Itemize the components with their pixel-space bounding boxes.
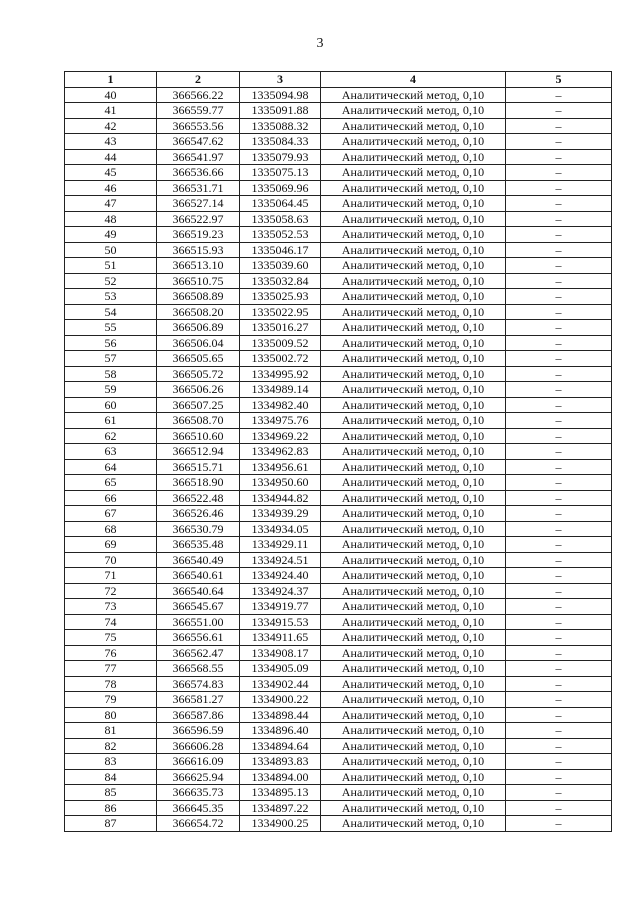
method-cell: Аналитический метод, 0,10 — [321, 738, 506, 754]
point-number-cell: 68 — [65, 521, 157, 537]
x-coordinate-cell: 366625.94 — [157, 769, 240, 785]
point-number-cell: 49 — [65, 227, 157, 243]
description-cell: – — [506, 227, 612, 243]
point-number-cell: 86 — [65, 800, 157, 816]
description-cell: – — [506, 645, 612, 661]
description-cell: – — [506, 661, 612, 677]
method-cell: Аналитический метод, 0,10 — [321, 366, 506, 382]
description-cell: – — [506, 568, 612, 584]
description-cell: – — [506, 785, 612, 801]
method-cell: Аналитический метод, 0,10 — [321, 583, 506, 599]
point-number-cell: 47 — [65, 196, 157, 212]
x-coordinate-cell: 366535.48 — [157, 537, 240, 553]
description-cell: – — [506, 149, 612, 165]
method-cell: Аналитический метод, 0,10 — [321, 723, 506, 739]
x-coordinate-cell: 366559.77 — [157, 103, 240, 119]
y-coordinate-cell: 1335079.93 — [240, 149, 321, 165]
x-coordinate-cell: 366508.70 — [157, 413, 240, 429]
coordinates-table — [64, 71, 612, 832]
point-number-cell: 54 — [65, 304, 157, 320]
y-coordinate-cell: 1334989.14 — [240, 382, 321, 398]
method-cell: Аналитический метод, 0,10 — [321, 521, 506, 537]
point-number-cell: 84 — [65, 769, 157, 785]
x-coordinate-cell: 366606.28 — [157, 738, 240, 754]
point-number-cell: 66 — [65, 490, 157, 506]
method-cell: Аналитический метод, 0,10 — [321, 320, 506, 336]
description-cell: – — [506, 754, 612, 770]
y-coordinate-cell: 1334900.22 — [240, 692, 321, 708]
method-cell: Аналитический метод, 0,10 — [321, 552, 506, 568]
x-coordinate-cell: 366645.35 — [157, 800, 240, 816]
y-coordinate-cell: 1335075.13 — [240, 165, 321, 181]
point-number-cell: 42 — [65, 118, 157, 134]
y-coordinate-cell: 1334944.82 — [240, 490, 321, 506]
x-coordinate-cell: 366540.64 — [157, 583, 240, 599]
x-coordinate-cell: 366507.25 — [157, 397, 240, 413]
method-cell: Аналитический метод, 0,10 — [321, 645, 506, 661]
description-cell: – — [506, 304, 612, 320]
table-row — [65, 320, 612, 336]
x-coordinate-cell: 366527.14 — [157, 196, 240, 212]
table-row — [65, 692, 612, 708]
description-cell: – — [506, 351, 612, 367]
method-cell: Аналитический метод, 0,10 — [321, 304, 506, 320]
point-number-cell: 60 — [65, 397, 157, 413]
table-row — [65, 816, 612, 832]
x-coordinate-cell: 366568.55 — [157, 661, 240, 677]
point-number-cell: 62 — [65, 428, 157, 444]
point-number-cell: 53 — [65, 289, 157, 305]
table-body — [65, 87, 612, 831]
x-coordinate-cell: 366519.23 — [157, 227, 240, 243]
table-row — [65, 366, 612, 382]
y-coordinate-cell: 1334956.61 — [240, 459, 321, 475]
x-coordinate-cell: 366540.61 — [157, 568, 240, 584]
page-number: 3 — [316, 36, 324, 51]
x-coordinate-cell: 366508.89 — [157, 289, 240, 305]
x-coordinate-cell: 366545.67 — [157, 599, 240, 615]
x-coordinate-cell: 366541.97 — [157, 149, 240, 165]
method-cell: Аналитический метод, 0,10 — [321, 351, 506, 367]
point-number-cell: 61 — [65, 413, 157, 429]
description-cell: – — [506, 599, 612, 615]
x-coordinate-cell: 366562.47 — [157, 645, 240, 661]
table-row — [65, 568, 612, 584]
method-cell: Аналитический метод, 0,10 — [321, 599, 506, 615]
x-coordinate-cell: 366510.60 — [157, 428, 240, 444]
x-coordinate-cell: 366518.90 — [157, 475, 240, 491]
x-coordinate-cell: 366581.27 — [157, 692, 240, 708]
description-cell: – — [506, 521, 612, 537]
point-number-cell: 63 — [65, 444, 157, 460]
point-number-cell: 81 — [65, 723, 157, 739]
table-row — [65, 537, 612, 553]
point-number-cell: 80 — [65, 707, 157, 723]
x-coordinate-cell: 366553.56 — [157, 118, 240, 134]
method-cell: Аналитический метод, 0,10 — [321, 180, 506, 196]
description-cell: – — [506, 614, 612, 630]
point-number-cell: 74 — [65, 614, 157, 630]
point-number-cell: 43 — [65, 134, 157, 150]
x-coordinate-cell: 366536.66 — [157, 165, 240, 181]
y-coordinate-cell: 1334924.40 — [240, 568, 321, 584]
y-coordinate-cell: 1334982.40 — [240, 397, 321, 413]
method-cell: Аналитический метод, 0,10 — [321, 397, 506, 413]
description-cell: – — [506, 134, 612, 150]
x-coordinate-cell: 366635.73 — [157, 785, 240, 801]
x-coordinate-cell: 366566.22 — [157, 87, 240, 103]
method-cell: Аналитический метод, 0,10 — [321, 149, 506, 165]
point-number-cell: 51 — [65, 258, 157, 274]
table-row — [65, 304, 612, 320]
method-cell: Аналитический метод, 0,10 — [321, 475, 506, 491]
method-cell: Аналитический метод, 0,10 — [321, 785, 506, 801]
table-row — [65, 258, 612, 274]
table-row — [65, 521, 612, 537]
description-cell: – — [506, 289, 612, 305]
x-coordinate-cell: 366506.04 — [157, 335, 240, 351]
description-cell: – — [506, 630, 612, 646]
method-cell: Аналитический метод, 0,10 — [321, 382, 506, 398]
description-cell: – — [506, 490, 612, 506]
y-coordinate-cell: 1335084.33 — [240, 134, 321, 150]
description-cell: – — [506, 800, 612, 816]
y-coordinate-cell: 1334924.37 — [240, 583, 321, 599]
method-cell: Аналитический метод, 0,10 — [321, 459, 506, 475]
point-number-cell: 67 — [65, 506, 157, 522]
table-row — [65, 118, 612, 134]
table-row — [65, 599, 612, 615]
y-coordinate-cell: 1335091.88 — [240, 103, 321, 119]
table-row — [65, 769, 612, 785]
point-number-cell: 72 — [65, 583, 157, 599]
y-coordinate-cell: 1334900.25 — [240, 816, 321, 832]
x-coordinate-cell: 366551.00 — [157, 614, 240, 630]
method-cell: Аналитический метод, 0,10 — [321, 676, 506, 692]
point-number-cell: 82 — [65, 738, 157, 754]
description-cell: – — [506, 475, 612, 491]
description-cell: – — [506, 723, 612, 739]
method-cell: Аналитический метод, 0,10 — [321, 335, 506, 351]
point-number-cell: 46 — [65, 180, 157, 196]
y-coordinate-cell: 1334898.44 — [240, 707, 321, 723]
method-cell: Аналитический метод, 0,10 — [321, 537, 506, 553]
x-coordinate-cell: 366530.79 — [157, 521, 240, 537]
method-cell: Аналитический метод, 0,10 — [321, 568, 506, 584]
point-number-cell: 73 — [65, 599, 157, 615]
header-method: 4 — [321, 72, 506, 88]
table-row — [65, 196, 612, 212]
method-cell: Аналитический метод, 0,10 — [321, 118, 506, 134]
method-cell: Аналитический метод, 0,10 — [321, 661, 506, 677]
table-header-row — [65, 72, 612, 88]
method-cell: Аналитический метод, 0,10 — [321, 614, 506, 630]
description-cell: – — [506, 196, 612, 212]
method-cell: Аналитический метод, 0,10 — [321, 227, 506, 243]
table-row — [65, 165, 612, 181]
table-row — [65, 661, 612, 677]
table-row — [65, 614, 612, 630]
x-coordinate-cell: 366587.86 — [157, 707, 240, 723]
point-number-cell: 56 — [65, 335, 157, 351]
table-row — [65, 211, 612, 227]
method-cell: Аналитический метод, 0,10 — [321, 134, 506, 150]
point-number-cell: 45 — [65, 165, 157, 181]
y-coordinate-cell: 1335025.93 — [240, 289, 321, 305]
y-coordinate-cell: 1334895.13 — [240, 785, 321, 801]
y-coordinate-cell: 1334893.83 — [240, 754, 321, 770]
y-coordinate-cell: 1335058.63 — [240, 211, 321, 227]
y-coordinate-cell: 1335088.32 — [240, 118, 321, 134]
x-coordinate-cell: 366510.75 — [157, 273, 240, 289]
point-number-cell: 69 — [65, 537, 157, 553]
y-coordinate-cell: 1334950.60 — [240, 475, 321, 491]
method-cell: Аналитический метод, 0,10 — [321, 165, 506, 181]
point-number-cell: 70 — [65, 552, 157, 568]
table-row — [65, 149, 612, 165]
x-coordinate-cell: 366522.97 — [157, 211, 240, 227]
description-cell: – — [506, 413, 612, 429]
table-row — [65, 242, 612, 258]
y-coordinate-cell: 1335032.84 — [240, 273, 321, 289]
point-number-cell: 64 — [65, 459, 157, 475]
table-row — [65, 630, 612, 646]
description-cell: – — [506, 428, 612, 444]
method-cell: Аналитический метод, 0,10 — [321, 800, 506, 816]
description-cell: – — [506, 273, 612, 289]
x-coordinate-cell: 366506.26 — [157, 382, 240, 398]
x-coordinate-cell: 366505.72 — [157, 366, 240, 382]
method-cell: Аналитический метод, 0,10 — [321, 428, 506, 444]
y-coordinate-cell: 1334929.11 — [240, 537, 321, 553]
point-number-cell: 79 — [65, 692, 157, 708]
point-number-cell: 41 — [65, 103, 157, 119]
y-coordinate-cell: 1334896.40 — [240, 723, 321, 739]
point-number-cell: 75 — [65, 630, 157, 646]
table-row — [65, 676, 612, 692]
description-cell: – — [506, 444, 612, 460]
method-cell: Аналитический метод, 0,10 — [321, 196, 506, 212]
table-row — [65, 397, 612, 413]
x-coordinate-cell: 366596.59 — [157, 723, 240, 739]
table-row — [65, 428, 612, 444]
point-number-cell: 52 — [65, 273, 157, 289]
table-row — [65, 289, 612, 305]
description-cell: – — [506, 692, 612, 708]
y-coordinate-cell: 1335009.52 — [240, 335, 321, 351]
description-cell: – — [506, 258, 612, 274]
method-cell: Аналитический метод, 0,10 — [321, 289, 506, 305]
point-number-cell: 77 — [65, 661, 157, 677]
method-cell: Аналитический метод, 0,10 — [321, 769, 506, 785]
description-cell: – — [506, 382, 612, 398]
table-row — [65, 645, 612, 661]
description-cell: – — [506, 87, 612, 103]
method-cell: Аналитический метод, 0,10 — [321, 103, 506, 119]
y-coordinate-cell: 1334975.76 — [240, 413, 321, 429]
x-coordinate-cell: 366515.93 — [157, 242, 240, 258]
point-number-cell: 71 — [65, 568, 157, 584]
x-coordinate-cell: 366654.72 — [157, 816, 240, 832]
table-row — [65, 754, 612, 770]
table-row — [65, 723, 612, 739]
table-row — [65, 413, 612, 429]
method-cell: Аналитический метод, 0,10 — [321, 444, 506, 460]
point-number-cell: 59 — [65, 382, 157, 398]
x-coordinate-cell: 366512.94 — [157, 444, 240, 460]
table-row — [65, 552, 612, 568]
y-coordinate-cell: 1335069.96 — [240, 180, 321, 196]
description-cell: – — [506, 583, 612, 599]
description-cell: – — [506, 180, 612, 196]
point-number-cell: 87 — [65, 816, 157, 832]
method-cell: Аналитический метод, 0,10 — [321, 707, 506, 723]
description-cell: – — [506, 769, 612, 785]
method-cell: Аналитический метод, 0,10 — [321, 258, 506, 274]
method-cell: Аналитический метод, 0,10 — [321, 211, 506, 227]
y-coordinate-cell: 1335094.98 — [240, 87, 321, 103]
x-coordinate-cell: 366574.83 — [157, 676, 240, 692]
x-coordinate-cell: 366506.89 — [157, 320, 240, 336]
table-row — [65, 351, 612, 367]
point-number-cell: 40 — [65, 87, 157, 103]
y-coordinate-cell: 1334894.64 — [240, 738, 321, 754]
point-number-cell: 65 — [65, 475, 157, 491]
table-row — [65, 273, 612, 289]
point-number-cell: 55 — [65, 320, 157, 336]
y-coordinate-cell: 1335046.17 — [240, 242, 321, 258]
table-row — [65, 180, 612, 196]
description-cell: – — [506, 459, 612, 475]
header-point-number: 1 — [65, 72, 157, 88]
point-number-cell: 58 — [65, 366, 157, 382]
description-cell: – — [506, 242, 612, 258]
point-number-cell: 83 — [65, 754, 157, 770]
x-coordinate-cell: 366547.62 — [157, 134, 240, 150]
description-cell: – — [506, 552, 612, 568]
table-row — [65, 490, 612, 506]
point-number-cell: 44 — [65, 149, 157, 165]
method-cell: Аналитический метод, 0,10 — [321, 630, 506, 646]
y-coordinate-cell: 1335039.60 — [240, 258, 321, 274]
x-coordinate-cell: 366616.09 — [157, 754, 240, 770]
method-cell: Аналитический метод, 0,10 — [321, 273, 506, 289]
y-coordinate-cell: 1334924.51 — [240, 552, 321, 568]
header-x-coordinate: 2 — [157, 72, 240, 88]
y-coordinate-cell: 1334962.83 — [240, 444, 321, 460]
table-row — [65, 475, 612, 491]
y-coordinate-cell: 1335022.95 — [240, 304, 321, 320]
point-number-cell: 57 — [65, 351, 157, 367]
method-cell: Аналитический метод, 0,10 — [321, 754, 506, 770]
y-coordinate-cell: 1335002.72 — [240, 351, 321, 367]
table-row — [65, 583, 612, 599]
point-number-cell: 85 — [65, 785, 157, 801]
point-number-cell: 78 — [65, 676, 157, 692]
y-coordinate-cell: 1334902.44 — [240, 676, 321, 692]
method-cell: Аналитический метод, 0,10 — [321, 242, 506, 258]
description-cell: – — [506, 320, 612, 336]
description-cell: – — [506, 118, 612, 134]
y-coordinate-cell: 1334995.92 — [240, 366, 321, 382]
point-number-cell: 50 — [65, 242, 157, 258]
description-cell: – — [506, 211, 612, 227]
table-row — [65, 738, 612, 754]
y-coordinate-cell: 1334897.22 — [240, 800, 321, 816]
table-row — [65, 134, 612, 150]
method-cell: Аналитический метод, 0,10 — [321, 490, 506, 506]
x-coordinate-cell: 366508.20 — [157, 304, 240, 320]
method-cell: Аналитический метод, 0,10 — [321, 816, 506, 832]
header-y-coordinate: 3 — [240, 72, 321, 88]
y-coordinate-cell: 1334908.17 — [240, 645, 321, 661]
description-cell: – — [506, 537, 612, 553]
table-row — [65, 87, 612, 103]
y-coordinate-cell: 1335064.45 — [240, 196, 321, 212]
table-row — [65, 506, 612, 522]
y-coordinate-cell: 1334915.53 — [240, 614, 321, 630]
method-cell: Аналитический метод, 0,10 — [321, 692, 506, 708]
y-coordinate-cell: 1335052.53 — [240, 227, 321, 243]
x-coordinate-cell: 366513.10 — [157, 258, 240, 274]
y-coordinate-cell: 1334934.05 — [240, 521, 321, 537]
description-cell: – — [506, 335, 612, 351]
y-coordinate-cell: 1334939.29 — [240, 506, 321, 522]
y-coordinate-cell: 1334894.00 — [240, 769, 321, 785]
description-cell: – — [506, 506, 612, 522]
x-coordinate-cell: 366522.48 — [157, 490, 240, 506]
x-coordinate-cell: 366515.71 — [157, 459, 240, 475]
method-cell: Аналитический метод, 0,10 — [321, 87, 506, 103]
y-coordinate-cell: 1334911.65 — [240, 630, 321, 646]
table-row — [65, 800, 612, 816]
y-coordinate-cell: 1334919.77 — [240, 599, 321, 615]
table-row — [65, 382, 612, 398]
method-cell: Аналитический метод, 0,10 — [321, 413, 506, 429]
table-row — [65, 707, 612, 723]
table-row — [65, 444, 612, 460]
description-cell: – — [506, 676, 612, 692]
point-number-cell: 76 — [65, 645, 157, 661]
point-number-cell: 48 — [65, 211, 157, 227]
description-cell: – — [506, 165, 612, 181]
description-cell: – — [506, 103, 612, 119]
description-cell: – — [506, 366, 612, 382]
description-cell: – — [506, 707, 612, 723]
table-row — [65, 227, 612, 243]
description-cell: – — [506, 738, 612, 754]
x-coordinate-cell: 366540.49 — [157, 552, 240, 568]
description-cell: – — [506, 816, 612, 832]
y-coordinate-cell: 1334905.09 — [240, 661, 321, 677]
description-cell: – — [506, 397, 612, 413]
y-coordinate-cell: 1334969.22 — [240, 428, 321, 444]
header-description: 5 — [506, 72, 612, 88]
method-cell: Аналитический метод, 0,10 — [321, 506, 506, 522]
y-coordinate-cell: 1335016.27 — [240, 320, 321, 336]
x-coordinate-cell: 366556.61 — [157, 630, 240, 646]
table-row — [65, 459, 612, 475]
table-row — [65, 103, 612, 119]
x-coordinate-cell: 366531.71 — [157, 180, 240, 196]
x-coordinate-cell: 366505.65 — [157, 351, 240, 367]
table-row — [65, 785, 612, 801]
table-row — [65, 335, 612, 351]
x-coordinate-cell: 366526.46 — [157, 506, 240, 522]
